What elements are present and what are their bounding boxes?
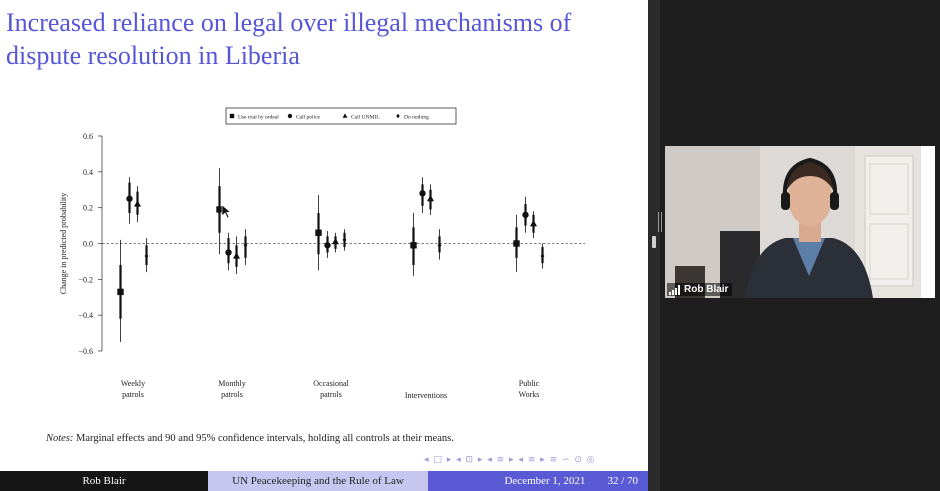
footer-author: Rob Blair (0, 471, 208, 491)
point-diamond (343, 238, 347, 243)
point-triangle (134, 200, 141, 206)
divider-handle[interactable] (652, 236, 656, 248)
mouse-cursor-icon (222, 205, 231, 218)
category-label: Monthly (218, 379, 246, 388)
signal-strength-icon (669, 285, 680, 295)
y-tick-label: 0.2 (83, 203, 93, 213)
footer-title: UN Peacekeeping and the Rule of Law (208, 471, 428, 491)
participant-name-tag (667, 283, 732, 296)
point-triangle (427, 195, 434, 201)
y-tick-label: 0.6 (83, 132, 93, 141)
legend-label: Do nothing (404, 114, 429, 121)
notes-label: Notes: (46, 433, 74, 444)
notes-text: Marginal effects and 90 and 95% confidence intervals, holding all controls at their means. (76, 433, 454, 444)
y-tick-label: −0.6 (78, 347, 93, 356)
point-square (315, 230, 321, 236)
category-label: patrols (221, 390, 243, 399)
video-tile[interactable] (665, 146, 935, 298)
point-square (513, 240, 519, 246)
point-circle (419, 190, 425, 196)
point-triangle (530, 220, 537, 226)
point-circle (126, 196, 132, 202)
point-circle (225, 249, 231, 255)
y-tick-label: 0.4 (83, 167, 93, 177)
footer-date: December 1, 2021 (504, 475, 586, 487)
slide-title: Increased reliance on legal over illegal mechanisms of dispute resolution in Liberia (6, 8, 572, 70)
category-label: Interventions (404, 391, 448, 400)
point-circle (522, 212, 528, 218)
footer-date-block (428, 471, 648, 491)
participant-video (665, 146, 935, 298)
category-label: Occasional (313, 379, 349, 388)
legend-label: Call UNMIL (351, 114, 380, 121)
category-label: patrols (320, 390, 342, 399)
category-label: Works (518, 390, 540, 399)
point-circle (324, 242, 330, 248)
point-diamond (145, 254, 149, 259)
point-diamond (541, 254, 545, 259)
category-label: Weekly (120, 379, 146, 388)
category-label: patrols (122, 390, 144, 399)
category-label: Public (518, 379, 540, 388)
slide-notes (46, 433, 454, 444)
legend-marker-circle (288, 114, 292, 118)
y-tick-label: −0.4 (78, 311, 93, 321)
legend-label: Call police (296, 114, 320, 121)
divider-grip-icon[interactable] (658, 212, 662, 232)
participant-name: Rob Blair (684, 284, 729, 295)
point-square (117, 289, 123, 295)
slide-footer (0, 471, 648, 491)
beamer-navigation-icons[interactable]: ◂ □ ▸ ◂ ⊡ ▸ ◂ ≡ ▸ ◂ ≡ ▸ ≡ ∽ ⊙ ◎ (424, 455, 596, 465)
legend-marker-square (230, 114, 234, 118)
legend-label: Use trial by ordeal (238, 114, 279, 121)
point-square (410, 242, 416, 248)
point-triangle (233, 252, 240, 258)
y-tick-label: 0.0 (83, 239, 93, 249)
point-triangle (332, 238, 339, 244)
y-axis-label: Change in predicted probability (59, 192, 68, 295)
footer-page-number: 32 / 70 (607, 475, 638, 487)
y-tick-label: −0.2 (78, 275, 93, 285)
